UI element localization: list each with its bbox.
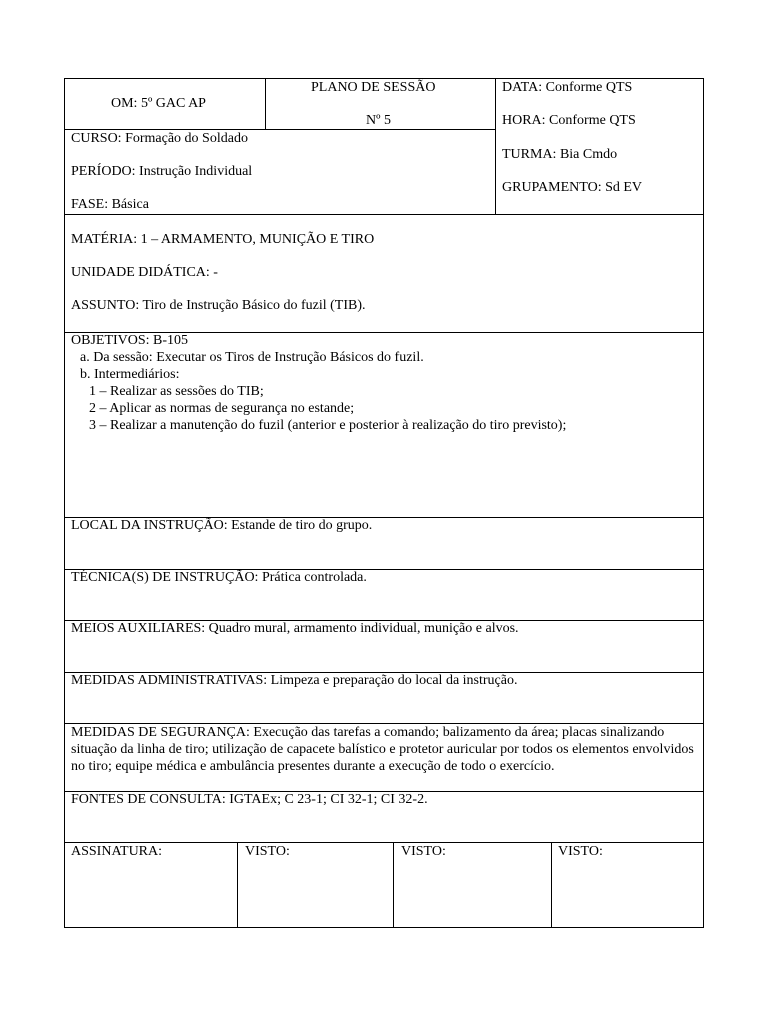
curso-field: CURSO: Formação do Soldado	[71, 131, 248, 146]
objetivos-cell	[65, 332, 704, 517]
objetivos-title: OBJETIVOS: B-105	[71, 333, 189, 348]
plano-title: PLANO DE SESSÃO	[311, 80, 436, 95]
data-field: DATA: Conforme QTS	[502, 80, 633, 95]
materia-field: MATÉRIA: 1 – ARMAMENTO, MUNIÇÃO E TIRO	[71, 232, 375, 247]
local-cell	[65, 517, 704, 569]
assinatura-cell	[65, 842, 238, 928]
meios-cell	[65, 620, 704, 672]
hora-field: HORA: Conforme QTS	[502, 113, 636, 128]
visto-label: VISTO:	[558, 844, 603, 859]
grupamento-field: GRUPAMENTO: Sd EV	[502, 180, 643, 195]
objetivo-a: a. Da sessão: Executar os Tiros de Instrução Básicos do fuzil.	[80, 350, 424, 365]
medidas-adm-cell	[65, 672, 704, 723]
materia-cell	[65, 214, 704, 332]
turma-cell	[496, 129, 704, 214]
visto-cell-2	[394, 842, 552, 928]
periodo-field: PERÍODO: Instrução Individual	[71, 164, 253, 179]
assunto-field: ASSUNTO: Tiro de Instrução Básico do fuzil (TIB).	[71, 298, 366, 313]
medidas-seg-field: MEDIDAS DE SEGURANÇA: Execução das tarefas a comando; balizamento da área; placas sinalizando situação da linha de tiro; utilização de capacete balístico e protetor auricular por todos os elementos envolvidos no tiro; equipe médica e ambulância presentes durante a execução de todo o exercício.	[71, 725, 694, 774]
data-hora-cell	[496, 79, 704, 129]
tecnica-field: TÉCNICA(S) DE INSTRUÇÃO: Prática controlada.	[71, 570, 367, 585]
medidas-seg-cell	[65, 723, 704, 791]
plano-cell	[266, 79, 496, 129]
visto-label: VISTO:	[245, 844, 290, 859]
local-field: LOCAL DA INSTRUÇÃO: Estande de tiro do grupo.	[71, 518, 373, 533]
turma-field: TURMA: Bia Cmdo	[502, 147, 618, 162]
fontes-cell	[65, 791, 704, 842]
unidade-field: UNIDADE DIDÁTICA: -	[71, 265, 218, 280]
plano-number: Nº 5	[366, 113, 391, 128]
curso-cell	[65, 129, 496, 214]
objetivo-b: b. Intermediários:	[80, 367, 180, 382]
medidas-adm-field: MEDIDAS ADMINISTRATIVAS: Limpeza e preparação do local da instrução.	[71, 673, 518, 688]
objetivo-item: 1 – Realizar as sessões do TIB;	[89, 384, 264, 399]
meios-field: MEIOS AUXILIARES: Quadro mural, armamento individual, munição e alvos.	[71, 621, 519, 636]
lesson-plan-form	[64, 78, 704, 928]
tecnica-cell	[65, 569, 704, 620]
fase-field: FASE: Básica	[71, 197, 149, 212]
om-label: OM: 5º GAC AP	[111, 96, 206, 111]
objetivo-item: 2 – Aplicar as normas de segurança no estande;	[89, 401, 355, 416]
visto-label: VISTO:	[401, 844, 446, 859]
visto-cell-3	[552, 842, 704, 928]
om-cell	[65, 79, 266, 129]
visto-cell-1	[238, 842, 394, 928]
objetivo-item: 3 – Realizar a manutenção do fuzil (anterior e posterior à realização do tiro previsto);	[89, 418, 567, 433]
fontes-field: FONTES DE CONSULTA: IGTAEx; C 23-1; CI 32-1; CI 32-2.	[71, 792, 428, 807]
assinatura-label: ASSINATURA:	[71, 844, 163, 859]
